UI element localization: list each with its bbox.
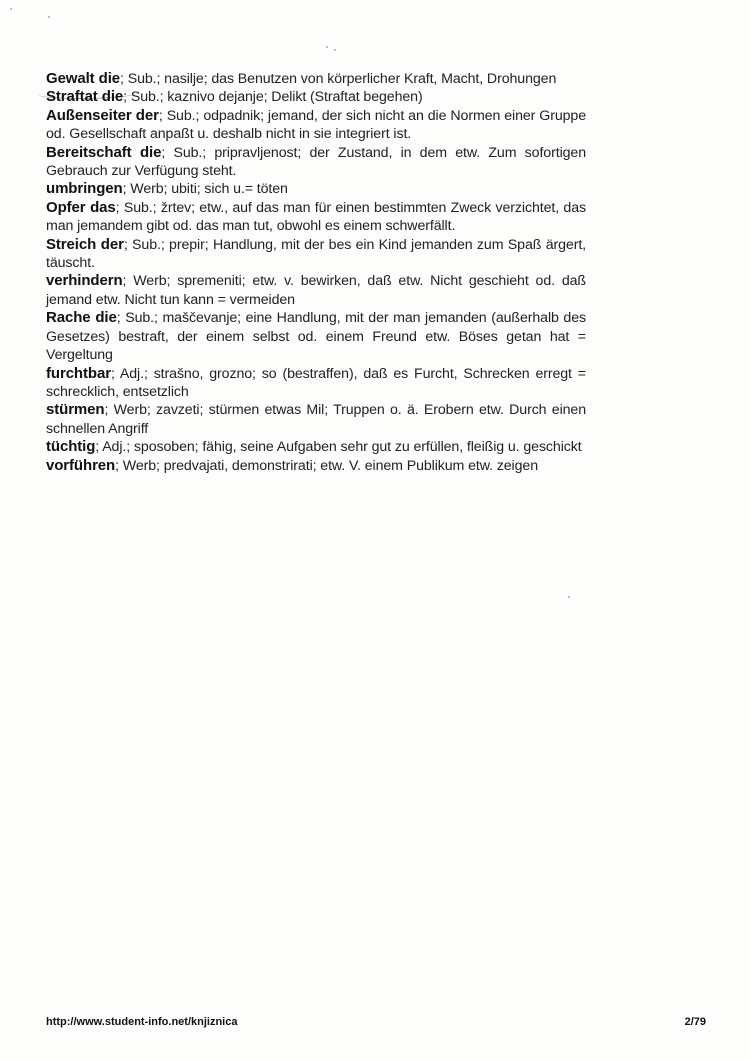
scan-speck <box>568 596 570 598</box>
glossary-entry <box>46 107 586 144</box>
entry-definition: ; Sub.; pripravljenost; der Zustand, in dem etw. Zum sofortigen Gebrauch zur Verfügung steht. <box>46 144 586 180</box>
entry-term: Bereitschaft die <box>46 143 162 161</box>
glossary-entry <box>46 236 586 273</box>
glossary-entries <box>46 70 586 475</box>
glossary-entry <box>46 199 586 236</box>
scan-speck <box>48 16 50 18</box>
entry-definition: ; Adj.; strašno, grozno; so (bestraffen), daß es Furcht, Schrecken erregt = schrecklich, entsetzlich <box>46 365 586 400</box>
entry-term: Außenseiter der <box>46 106 159 124</box>
entry-definition: ; Sub.; prepir; Handlung, mit der bes ein Kind jemanden zum Spaß ärgert, täuscht. <box>46 236 587 272</box>
entry-definition: ; Sub.; nasilje; das Benutzen von körperlicher Kraft, Macht, Drohungen <box>120 71 557 87</box>
glossary-entry <box>46 309 586 364</box>
entry-term: verhindern <box>46 272 123 290</box>
entry-term: Straftat die <box>46 88 124 106</box>
entry-definition: ; Adj.; sposoben; fähig, seine Aufgaben sehr gut zu erfüllen, fleißig u. geschickt <box>95 439 582 456</box>
scan-speck <box>326 46 328 48</box>
footer-url: http://www.student-info.net/knjiznica <box>46 1016 238 1028</box>
entry-term: umbringen <box>46 180 123 198</box>
entry-definition: ; Werb; spremeniti; etw. v. bewirken, daß etw. Nicht geschieht od. daß jemand etw. Nicht tun kann = vermeiden <box>46 273 586 308</box>
entry-term: Gewalt die <box>46 70 121 87</box>
glossary-entry <box>46 180 586 198</box>
scan-speck <box>10 8 12 10</box>
entry-term: stürmen <box>46 401 105 419</box>
glossary-entry <box>46 365 586 402</box>
entry-definition: ; Sub.; kaznivo dejanje; Delikt (Straftat begehen) <box>123 89 423 106</box>
entry-definition: ; Werb; ubiti; sich u.= töten <box>122 181 288 198</box>
glossary-entry <box>46 144 586 181</box>
entry-term: Rache die <box>46 309 117 327</box>
entry-definition: ; Sub.; maščevanje; eine Handlung, mit der man jemanden (außerhalb des Gesetzes) bestraft, der einem selbst od. einem Freund etw. Böses getan hat = Vergeltung <box>46 310 586 364</box>
entry-definition: ; Werb; zavzeti; stürmen etwas Mil; Truppen o. ä. Erobern etw. Durch einen schnellen Angriff <box>46 402 586 437</box>
glossary-entry <box>46 70 586 88</box>
entry-term: vorführen <box>46 456 116 474</box>
page-number: 2/79 <box>684 1016 706 1028</box>
glossary-entry <box>46 88 586 106</box>
glossary-entry <box>46 457 586 475</box>
entry-term: tüchtig <box>46 438 96 456</box>
entry-term: furchtbar <box>46 364 111 382</box>
entry-term: Streich der <box>46 235 124 253</box>
entry-definition: ; Werb; predvajati, demonstrirati; etw. V. einem Publikum etw. zeigen <box>115 457 538 474</box>
entry-term: Opfer das <box>46 198 116 216</box>
entry-definition: ; Sub.; odpadnik; jemand, der sich nicht an die Normen einer Gruppe od. Gesellschaft anpaßt u. deshalb nicht in sie integriert ist. <box>46 107 586 143</box>
scan-speck <box>334 49 336 51</box>
glossary-entry <box>46 272 586 309</box>
glossary-entry <box>46 401 586 438</box>
entry-definition: ; Sub.; žrtev; etw., auf das man für einen bestimmten Zweck verzichtet, das man jemandem gibt od. das man tut, obwohl es einem schwerfällt. <box>46 199 586 235</box>
glossary-entry <box>46 438 586 456</box>
